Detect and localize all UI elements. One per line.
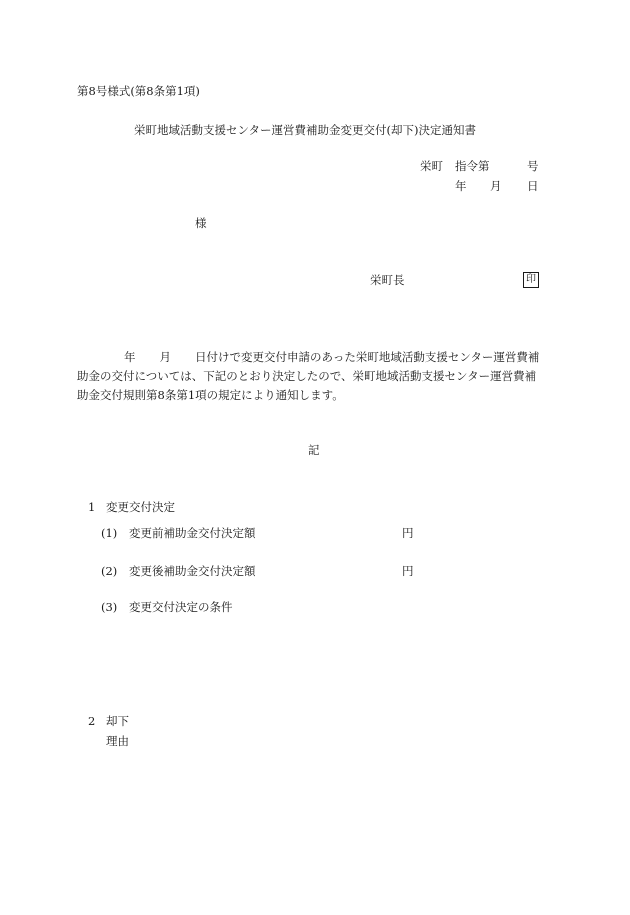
body-line-3: 助金交付規則第8条第1項の規定により通知します。 (77, 388, 344, 402)
section-1-heading: 変更交付決定 (106, 500, 175, 514)
item-3-number: (3) (101, 600, 118, 614)
addressee-suffix: 様 (195, 216, 207, 230)
item-1-unit: 円 (402, 526, 414, 540)
item-2-number: (2) (101, 564, 118, 578)
item-3-label: 変更交付決定の条件 (129, 600, 233, 614)
item-1-number: (1) (101, 526, 118, 540)
section-1-number: 1 (88, 500, 96, 514)
item-1-label: 変更前補助金交付決定額 (129, 526, 256, 540)
date-month: 月 (490, 179, 502, 193)
reason-label: 理由 (106, 734, 129, 748)
ki-heading: 記 (308, 443, 320, 457)
date-year: 年 (455, 179, 467, 193)
item-2-label: 変更後補助金交付決定額 (129, 564, 256, 578)
ref-town: 栄町 (420, 159, 443, 173)
body-year: 年 (124, 350, 136, 364)
body-line-2: 助金の交付については、下記のとおり決定したので、栄町地域活動支援センター運営費補 (77, 369, 537, 383)
ref-number-suffix: 号 (527, 159, 539, 173)
ref-directive: 指令第 (455, 159, 490, 173)
body-line-1-text: 日付けで変更交付申請のあった栄町地域活動支援センター運営費補 (195, 350, 540, 364)
seal-stamp: 印 (523, 272, 539, 288)
section-2-heading: 却下 (106, 714, 129, 728)
document-title: 栄町地域活動支援センター運営費補助金変更交付(却下)決定通知書 (134, 123, 477, 137)
section-2-number: 2 (88, 714, 96, 728)
sender-title: 栄町長 (370, 273, 405, 287)
body-paragraph (77, 348, 557, 405)
body-month: 月 (159, 350, 171, 364)
date-day: 日 (527, 179, 539, 193)
body-line-1 (77, 348, 557, 367)
item-2-unit: 円 (402, 564, 414, 578)
form-label: 第8号様式(第8条第1項) (77, 84, 200, 98)
